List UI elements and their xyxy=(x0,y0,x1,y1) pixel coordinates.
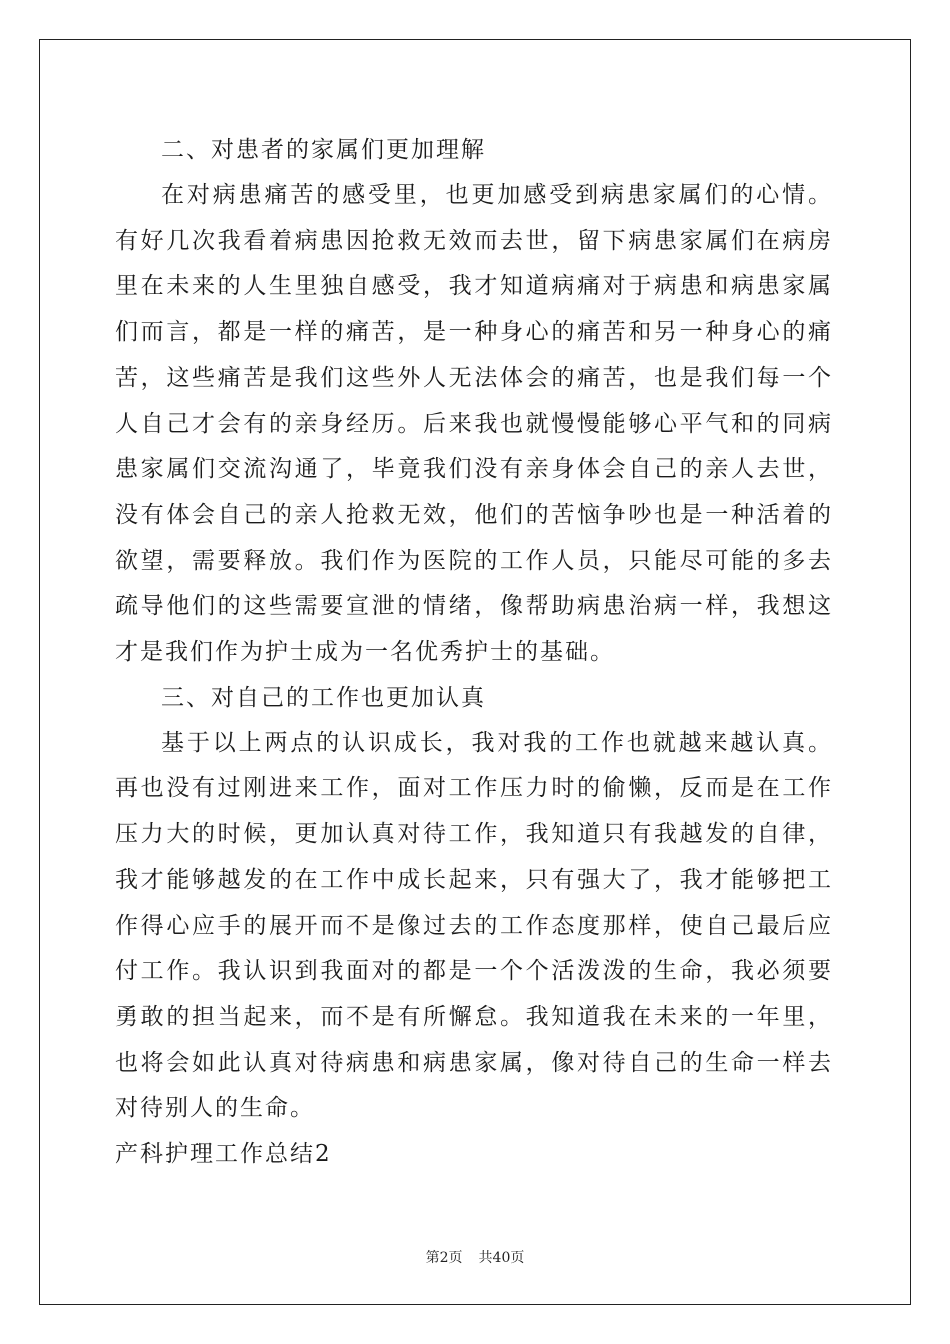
page-footer xyxy=(0,1247,950,1267)
section-paragraph-1: 在对病患痛苦的感受里，也更加感受到病患家属们的心情。有好几次我看着病患因抢救无效而去世，留下病患家属们在病房里在未来的人生里独自感受，我才知道病痛对于病患和病患家属们而言，都是一样的痛苦，是一种身心的痛苦和另一种身心的痛苦，这些痛苦是我们这些外人无法体会的痛苦，也是我们每一个人自己才会有的亲身经历。后来我也就慢慢能够心平气和的同病患家属们交流沟通了，毕竟我们没有亲身体会自己的亲人去世，没有体会自己的亲人抢救无效，他们的苦恼争吵也是一种活着的欲望，需要释放。我们作为医院的工作人员，只能尽可能的多去疏导他们的这些需要宣泄的情绪，像帮助病患治病一样，我想这才是我们作为护士成为一名优秀护士的基础。 xyxy=(115,182,833,666)
section-heading-2: 三、对自己的工作也更加认真 xyxy=(161,684,486,711)
section-paragraph-2: 基于以上两点的认识成长，我对我的工作也就越来越认真。再也没有过刚进来工作，面对工作压力时的偷懒，反而是在工作压力大的时候，更加认真对待工作，我知道只有我越发的自律，我才能够越发的在工作中成长起来，只有强大了，我才能够把工作得心应手的展开而不是像过去的工作态度那样，使自己最后应付工作。我认识到我面对的都是一个个活泼泼的生命，我必须要勇敢的担当起来，而不是有所懈怠。我知道我在未来的一年里，也将会如此认真对待病患和病患家属，像对待自己的生命一样去对待别人的生命。 xyxy=(115,729,833,1122)
section-heading-1: 二、对患者的家属们更加理解 xyxy=(161,137,486,163)
document-body xyxy=(115,128,833,1177)
page-number: 第2页 xyxy=(425,1250,463,1266)
next-article-title: 产科护理工作总结2 xyxy=(115,1141,332,1168)
page-total: 共40页 xyxy=(478,1250,525,1266)
